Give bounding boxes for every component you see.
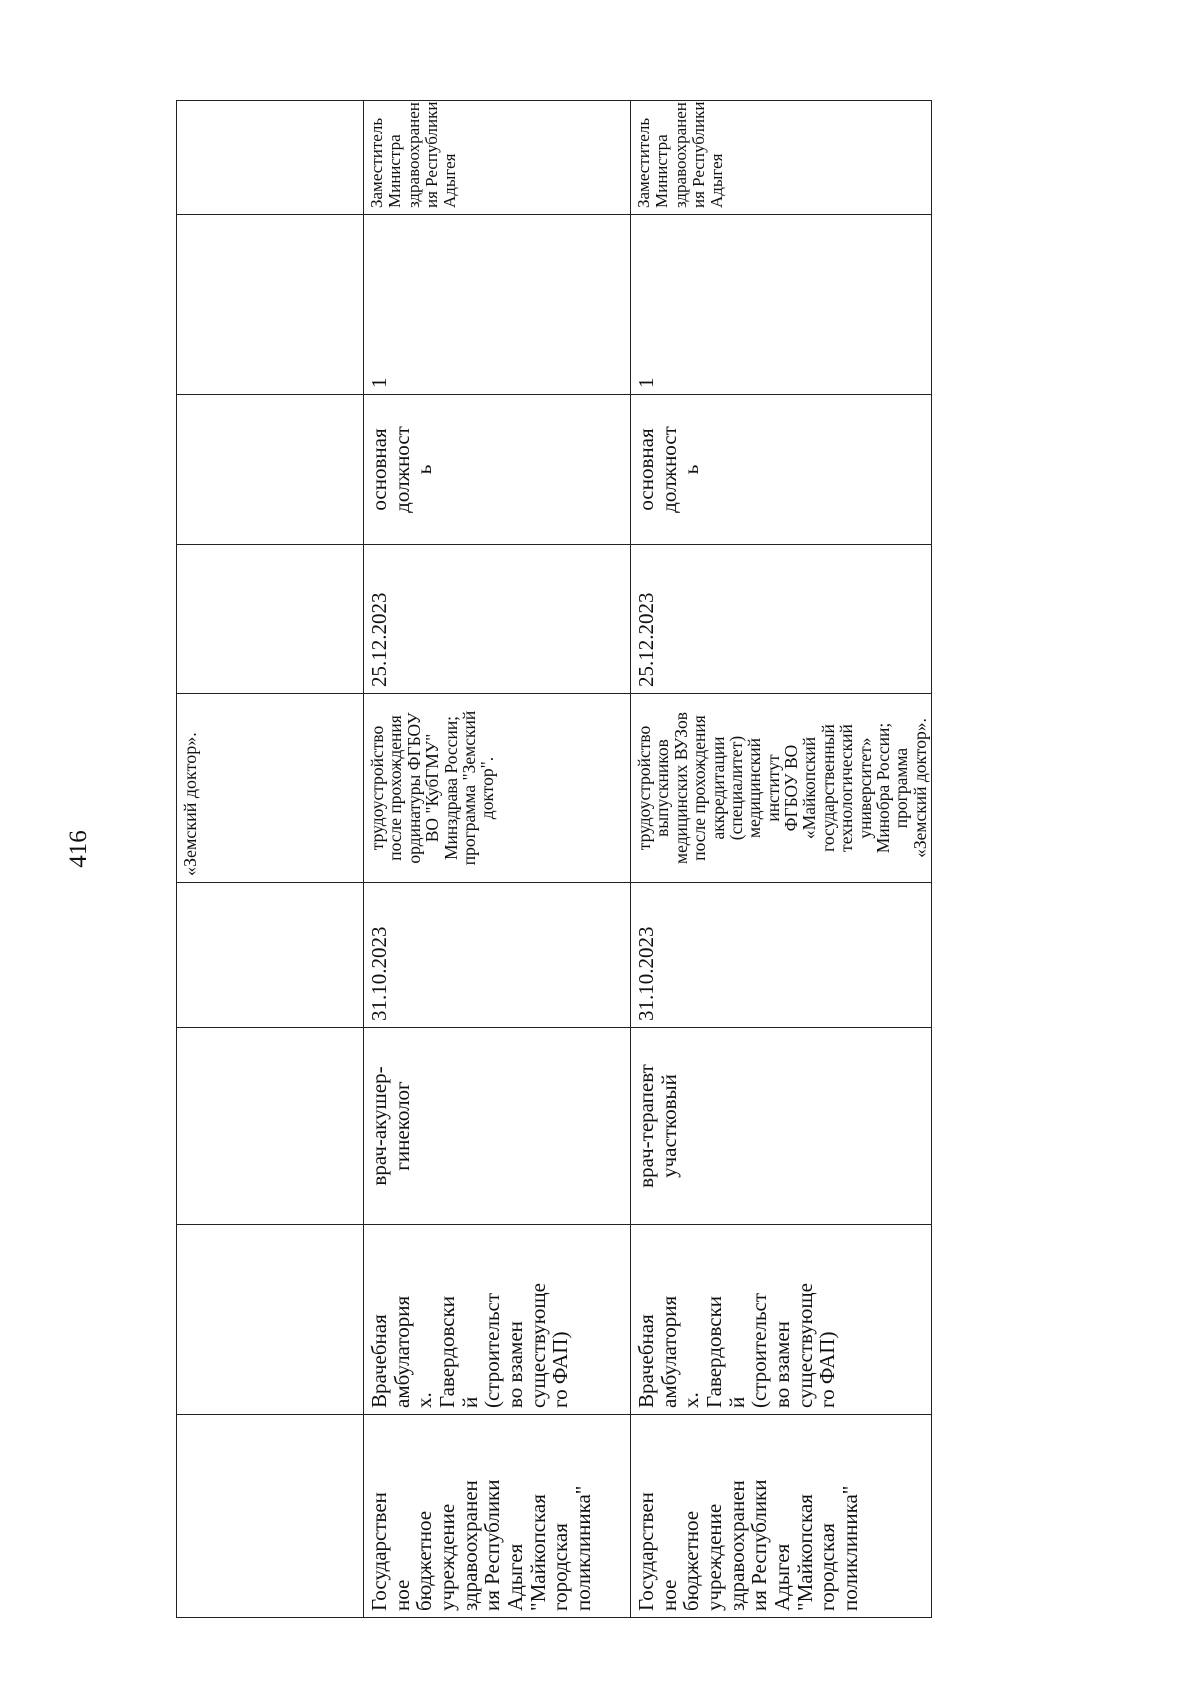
cell-line: Минздрава России; xyxy=(440,715,461,861)
cell-line: й xyxy=(457,1396,482,1408)
responsible-cell xyxy=(631,101,932,215)
continued-cell xyxy=(177,1028,364,1225)
cell-line: (строительст xyxy=(480,1292,505,1408)
cell-line: Адыгея xyxy=(503,1543,528,1611)
cell-line: институт xyxy=(762,754,783,822)
cell-line: ия Республики xyxy=(689,101,709,208)
cell-line: ВО "КубГМУ" xyxy=(422,733,443,843)
cell-line: медицинский xyxy=(744,738,765,838)
institution-cell xyxy=(631,1415,932,1618)
cell-line: врач-терапевт xyxy=(634,1064,658,1188)
cell-line: учреждение xyxy=(435,1503,460,1611)
cell-line: Заместитель xyxy=(367,117,386,208)
cell-line: поликлиника" xyxy=(838,1485,863,1611)
cell-line: "Майкопская xyxy=(792,1494,817,1611)
cell-line: поликлиника" xyxy=(571,1485,596,1611)
cell-line: Адыгея xyxy=(440,153,460,208)
cell-line: выпускников xyxy=(652,739,673,837)
date-end-cell: 25.12.2023 xyxy=(364,545,631,694)
responsible-cell xyxy=(364,101,631,215)
institution-cell xyxy=(364,1415,631,1618)
cell-line: гинеколог xyxy=(389,1081,414,1171)
cell-line: амбулатория xyxy=(656,1295,681,1408)
page-number: 416 xyxy=(65,830,92,868)
continued-cell xyxy=(177,101,364,215)
cell-line: программа xyxy=(891,747,912,829)
employment-cell xyxy=(631,395,932,545)
cell-line: Государствен xyxy=(367,1492,391,1611)
continued-cell xyxy=(177,1415,364,1618)
cell-line: бюджетное xyxy=(412,1510,437,1611)
cell-line: ия Республики xyxy=(480,1479,505,1611)
cell-line: амбулатория xyxy=(389,1295,414,1408)
date-start-cell: 31.10.2023 xyxy=(631,883,932,1028)
basis-cell xyxy=(364,694,631,883)
continued-cell xyxy=(177,545,364,694)
continued-row xyxy=(177,101,364,1618)
cell-line: го ФАП) xyxy=(548,1331,573,1408)
cell-line: Гавердовски xyxy=(435,1295,460,1408)
continued-cell xyxy=(177,215,364,395)
cell-line: после прохождения xyxy=(689,715,710,861)
facility-cell xyxy=(631,1225,932,1415)
cell-line: должност xyxy=(656,426,681,513)
cell-line: ия Республики xyxy=(747,1479,772,1611)
cell-line: ное xyxy=(656,1579,681,1611)
date-end-cell: 25.12.2023 xyxy=(631,545,932,694)
cell-line: ь xyxy=(679,464,704,475)
cell-line: Государствен xyxy=(634,1492,658,1611)
cell-line: должност xyxy=(389,426,414,513)
cell-line: (специалитет) xyxy=(725,735,746,841)
cell-line: во взамен xyxy=(770,1321,795,1408)
cell-line: после прохождения xyxy=(385,715,406,861)
cell-line: х. xyxy=(679,1392,704,1408)
cell-line: бюджетное xyxy=(679,1510,704,1611)
count-cell: 1 xyxy=(631,215,932,395)
cell-line: Адыгея xyxy=(707,153,727,208)
cell-line: ия Республики xyxy=(422,101,442,208)
cell-line: ФГБОУ ВО xyxy=(781,744,801,832)
cell-line: й xyxy=(724,1396,749,1408)
cell-line: Врачебная xyxy=(367,1314,391,1408)
continued-cell xyxy=(177,883,364,1028)
cell-line: участковый xyxy=(656,1074,681,1178)
cell-line: основная xyxy=(634,428,658,511)
cell-line: аккредитации xyxy=(707,736,728,840)
cell-line: Адыгея xyxy=(770,1543,795,1611)
data-table xyxy=(176,100,932,1618)
cell-line: городская xyxy=(815,1523,840,1611)
cell-line: Министра xyxy=(385,134,405,208)
cell-line: здравоохранен xyxy=(457,1480,482,1611)
rotated-table-wrapper xyxy=(176,101,1076,1618)
facility-cell xyxy=(364,1225,631,1415)
cell-line: "Майкопская xyxy=(525,1494,550,1611)
cell-line: учреждение xyxy=(702,1503,727,1611)
cell-line: ординатуры ФГБОУ xyxy=(403,712,424,864)
table-row xyxy=(631,101,932,1618)
cell-line: Министра xyxy=(652,134,672,208)
cell-line: во взамен xyxy=(503,1321,528,1408)
cell-line: программа "Земский xyxy=(458,710,479,866)
continued-cell xyxy=(177,1225,364,1415)
employment-cell xyxy=(364,395,631,545)
continued-basis-cell: «Земский доктор». xyxy=(177,694,364,883)
count-cell: 1 xyxy=(364,215,631,395)
cell-line: трудоустройство xyxy=(367,725,387,851)
cell-line: Заместитель xyxy=(634,117,653,208)
cell-line: Минобра России; xyxy=(872,722,893,854)
cell-line: государственный xyxy=(817,724,838,852)
cell-line: технологический xyxy=(836,724,857,852)
basis-cell xyxy=(631,694,932,883)
cell-line: врач-акушер- xyxy=(367,1066,391,1186)
cell-line: «Майкопский xyxy=(799,736,820,840)
cell-line: городская xyxy=(548,1523,573,1611)
cell-line: существующе xyxy=(792,1283,817,1408)
cell-line: ь xyxy=(412,464,437,475)
cell-line: университет» xyxy=(854,737,875,839)
cell-line: доктор". xyxy=(477,756,498,820)
position-cell xyxy=(364,1028,631,1225)
cell-line: трудоустройство xyxy=(634,725,654,851)
cell-line: здравоохранен xyxy=(724,1480,749,1611)
cell-line: медицинских ВУЗов xyxy=(670,712,691,864)
cell-line: х. xyxy=(412,1392,437,1408)
cell-line: Гавердовски xyxy=(702,1295,727,1408)
cell-line: существующе xyxy=(525,1283,550,1408)
cell-line: «Земский доктор». xyxy=(909,718,930,858)
date-start-cell: 31.10.2023 xyxy=(364,883,631,1028)
cell-line: го ФАП) xyxy=(815,1331,840,1408)
cell-line: (строительст xyxy=(747,1292,772,1408)
cell-line: здравоохранен xyxy=(403,102,423,208)
table-row xyxy=(364,101,631,1618)
cell-line: основная xyxy=(367,428,391,511)
cell-line: Врачебная xyxy=(634,1314,658,1408)
position-cell xyxy=(631,1028,932,1225)
cell-line: здравоохранен xyxy=(670,102,690,208)
cell-line: ное xyxy=(389,1579,414,1611)
continued-cell xyxy=(177,395,364,545)
